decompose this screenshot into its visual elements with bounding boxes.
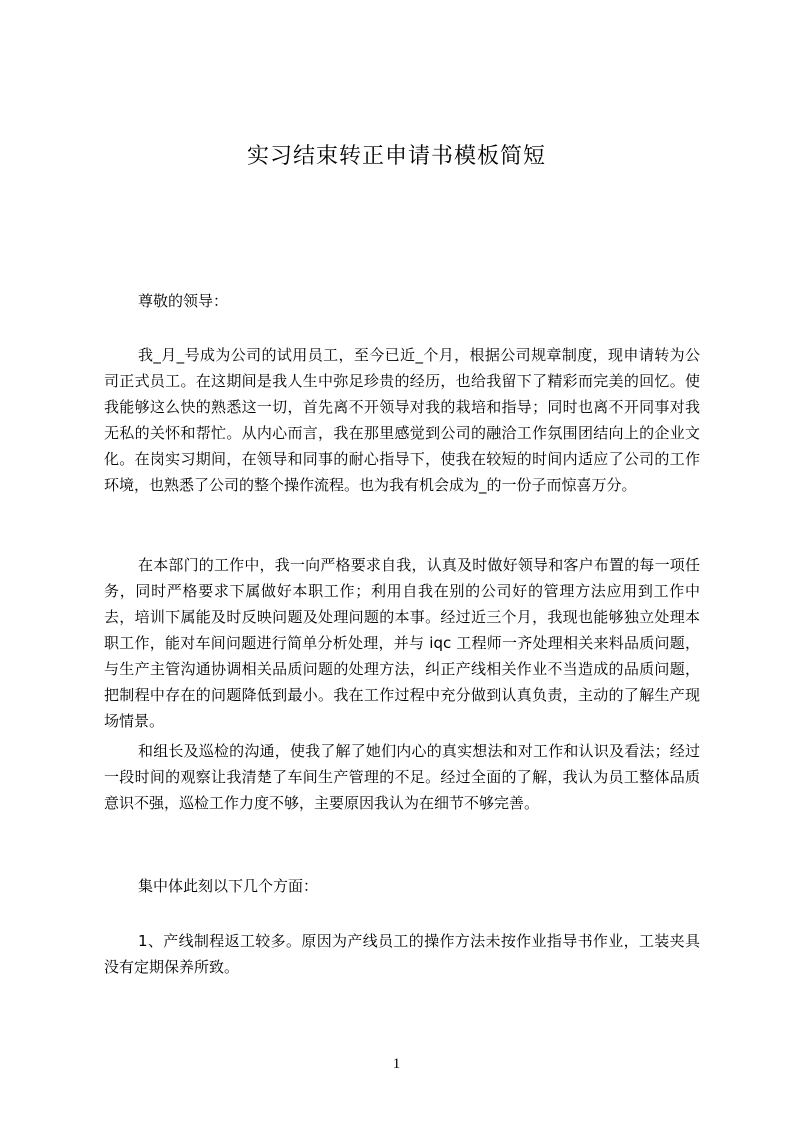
paragraph-2: 在本部门的工作中，我一向严格要求自我，认真及时做好领导和客户布置的每一项任务，同时严格要求下属做好本职工作；利用自我在别的公司好的管理方法应用到工作中去，培训下属能及时反映问题及处理问题的本事。经过近三个月，我现也能够独立处理本职工作，能对车间问题进行简单分析处理，并与 iqc 工程师一齐处理相关来料品质问题，与生产主管沟通协调相关品质问题的处理方法，纠正产线相关作业不当造成的品质问题，把制程中存在的问题降低到最小。我在工作过程中充分做到认真负责，主动的了解生产现场情景。 xyxy=(104,556,700,730)
salutation: 尊敬的领导： xyxy=(138,292,229,310)
page-title: 实习结束转正申请书模板简短 xyxy=(246,144,546,169)
page-number: 1 xyxy=(392,1056,401,1072)
paragraph-4: 集中体此刻以下几个方面： xyxy=(138,877,319,895)
paragraph-5: 1、产线制程返工较多。原因为产线员工的操作方法未按作业指导书作业，工装夹具没有定期保养所致。 xyxy=(104,932,700,976)
paragraph-3: 和组长及巡检的沟通，使我了解了她们内心的真实想法和对工作和认识及看法；经过一段时间的观察让我清楚了车间生产管理的不足。经过全面的了解，我认为员工整体品质意识不强，巡检工作力度不够，主要原因我认为在细节不够完善。 xyxy=(104,742,700,812)
paragraph-1: 我_月_号成为公司的试用员工，至今已近_个月，根据公司规章制度，现申请转为公司正式员工。在这期间是我人生中弥足珍贵的经历，也给我留下了精彩而完美的回忆。使我能够这么快的熟悉这一切，首先离不开领导对我的栽培和指导；同时也离不开同事对我无私的关怀和帮忙。从内心而言，我在那里感觉到公司的融洽工作氛围团结向上的企业文化。在岗实习期间，在领导和同事的耐心指导下，使我在较短的时间内适应了公司的工作环境，也熟悉了公司的整个操作流程。也为我有机会成为_的一份子而惊喜万分。 xyxy=(104,346,700,494)
